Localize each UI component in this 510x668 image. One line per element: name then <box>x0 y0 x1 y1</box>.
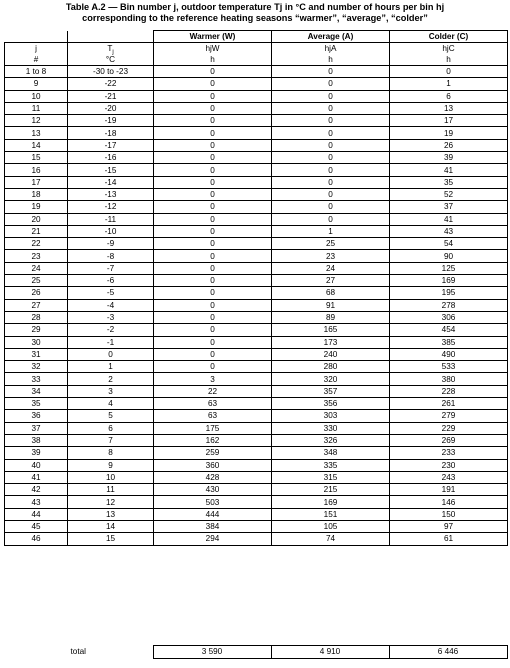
cell-hours-average: 1 <box>272 225 390 237</box>
header-hja: hjA <box>272 43 390 55</box>
header-t-subscript: j <box>112 49 114 56</box>
cell-bin-j: 42 <box>5 484 68 496</box>
cell-temperature: 8 <box>68 447 154 459</box>
table-row <box>5 90 508 102</box>
cell-hours-warmer: 0 <box>154 188 272 200</box>
cell-temperature: -12 <box>68 201 154 213</box>
table-row <box>5 447 508 459</box>
cell-hours-average: 151 <box>272 508 390 520</box>
cell-bin-j: 12 <box>5 115 68 127</box>
cell-hours-colder: 229 <box>390 422 508 434</box>
cell-hours-colder: 54 <box>390 238 508 250</box>
cell-hours-colder: 39 <box>390 152 508 164</box>
cell-temperature: -19 <box>68 115 154 127</box>
cell-bin-j: 14 <box>5 139 68 151</box>
cell-hours-average: 23 <box>272 250 390 262</box>
table-row <box>5 311 508 323</box>
cell-temperature: -21 <box>68 90 154 102</box>
cell-hours-warmer: 0 <box>154 152 272 164</box>
table-row <box>5 361 508 373</box>
cell-hours-average: 0 <box>272 188 390 200</box>
cell-temperature: 4 <box>68 398 154 410</box>
cell-hours-warmer: 0 <box>154 336 272 348</box>
unit-average: h <box>272 54 390 66</box>
cell-hours-average: 25 <box>272 238 390 250</box>
cell-hours-average: 74 <box>272 533 390 545</box>
cell-temperature: -14 <box>68 176 154 188</box>
cell-hours-average: 0 <box>272 90 390 102</box>
cell-bin-j: 33 <box>5 373 68 385</box>
cell-bin-j: 21 <box>5 225 68 237</box>
cell-hours-warmer: 0 <box>154 250 272 262</box>
table-row <box>5 78 508 90</box>
cell-hours-warmer: 0 <box>154 78 272 90</box>
cell-hours-colder: 19 <box>390 127 508 139</box>
cell-temperature: -1 <box>68 336 154 348</box>
table-row <box>5 66 508 78</box>
cell-hours-colder: 269 <box>390 434 508 446</box>
table-row <box>5 471 508 483</box>
table-row <box>5 139 508 151</box>
cell-hours-colder: 0 <box>390 66 508 78</box>
cell-temperature: 7 <box>68 434 154 446</box>
cell-temperature: -5 <box>68 287 154 299</box>
table-row <box>5 275 508 287</box>
cell-bin-j: 16 <box>5 164 68 176</box>
table-row <box>5 238 508 250</box>
header-colder: Colder (C) <box>390 31 508 43</box>
table-row <box>5 299 508 311</box>
cell-hours-average: 0 <box>272 115 390 127</box>
table-row <box>5 250 508 262</box>
cell-hours-colder: 43 <box>390 225 508 237</box>
cell-hours-warmer: 428 <box>154 471 272 483</box>
header-row-units <box>5 54 508 66</box>
total-average: 4 910 <box>271 646 389 659</box>
cell-bin-j: 25 <box>5 275 68 287</box>
cell-hours-colder: 454 <box>390 324 508 336</box>
cell-temperature: -13 <box>68 188 154 200</box>
cell-temperature: 9 <box>68 459 154 471</box>
cell-hours-average: 0 <box>272 152 390 164</box>
cell-bin-j: 1 to 8 <box>5 66 68 78</box>
total-label: total <box>70 647 86 656</box>
cell-temperature: -6 <box>68 275 154 287</box>
cell-hours-average: 0 <box>272 176 390 188</box>
cell-hours-warmer: 294 <box>154 533 272 545</box>
cell-hours-colder: 279 <box>390 410 508 422</box>
cell-hours-average: 348 <box>272 447 390 459</box>
cell-hours-average: 24 <box>272 262 390 274</box>
cell-hours-warmer: 0 <box>154 201 272 213</box>
cell-bin-j: 23 <box>5 250 68 262</box>
header-row-symbols <box>5 43 508 55</box>
cell-bin-j: 18 <box>5 188 68 200</box>
cell-hours-average: 91 <box>272 299 390 311</box>
cell-hours-average: 0 <box>272 201 390 213</box>
cell-temperature: 3 <box>68 385 154 397</box>
cell-temperature: -3 <box>68 311 154 323</box>
cell-bin-j: 39 <box>5 447 68 459</box>
cell-hours-average: 320 <box>272 373 390 385</box>
cell-temperature: -22 <box>68 78 154 90</box>
cell-hours-colder: 306 <box>390 311 508 323</box>
cell-temperature: -11 <box>68 213 154 225</box>
table-row <box>5 520 508 532</box>
table-row <box>5 213 508 225</box>
bin-hours-table-body <box>5 31 508 546</box>
header-tj <box>68 43 154 55</box>
header-hjw: hjW <box>154 43 272 55</box>
table-row <box>5 225 508 237</box>
unit-warmer: h <box>154 54 272 66</box>
cell-bin-j: 38 <box>5 434 68 446</box>
cell-hours-average: 0 <box>272 78 390 90</box>
cell-bin-j: 28 <box>5 311 68 323</box>
header-j-label: j <box>35 44 37 53</box>
cell-temperature: -7 <box>68 262 154 274</box>
table-row <box>5 201 508 213</box>
cell-bin-j: 9 <box>5 78 68 90</box>
cell-hours-warmer: 0 <box>154 299 272 311</box>
table-title-line-1: Table A.2 — Bin number j, outdoor temperature Tj in °C and number of hours per bin hj <box>65 2 445 12</box>
cell-hours-average: 356 <box>272 398 390 410</box>
cell-hours-warmer: 0 <box>154 115 272 127</box>
cell-hours-warmer: 0 <box>154 127 272 139</box>
cell-hours-warmer: 0 <box>154 324 272 336</box>
cell-temperature: -18 <box>68 127 154 139</box>
cell-hours-warmer: 0 <box>154 348 272 360</box>
cell-bin-j: 41 <box>5 471 68 483</box>
cell-hours-average: 0 <box>272 102 390 114</box>
cell-hours-colder: 261 <box>390 398 508 410</box>
cell-temperature: 11 <box>68 484 154 496</box>
cell-hours-colder: 97 <box>390 520 508 532</box>
table-row <box>5 336 508 348</box>
cell-hours-warmer: 0 <box>154 361 272 373</box>
table-title-line-2: corresponding to the reference heating seasons “warmer”, “average”, “colder” <box>82 13 428 23</box>
cell-hours-colder: 533 <box>390 361 508 373</box>
cell-hours-colder: 228 <box>390 385 508 397</box>
table-row <box>5 422 508 434</box>
cell-hours-warmer: 360 <box>154 459 272 471</box>
cell-bin-j: 22 <box>5 238 68 250</box>
cell-hours-average: 315 <box>272 471 390 483</box>
cell-bin-j: 26 <box>5 287 68 299</box>
cell-hours-average: 280 <box>272 361 390 373</box>
cell-hours-average: 105 <box>272 520 390 532</box>
table-row <box>5 434 508 446</box>
cell-temperature: 13 <box>68 508 154 520</box>
cell-hours-warmer: 0 <box>154 238 272 250</box>
cell-hours-colder: 191 <box>390 484 508 496</box>
cell-bin-j: 45 <box>5 520 68 532</box>
table-row <box>5 398 508 410</box>
cell-hours-colder: 61 <box>390 533 508 545</box>
cell-hours-average: 0 <box>272 66 390 78</box>
cell-bin-j: 27 <box>5 299 68 311</box>
cell-temperature: -20 <box>68 102 154 114</box>
cell-hours-warmer: 0 <box>154 102 272 114</box>
cell-hours-colder: 146 <box>390 496 508 508</box>
cell-hours-warmer: 0 <box>154 287 272 299</box>
table-title <box>0 2 510 24</box>
cell-temperature: -16 <box>68 152 154 164</box>
cell-temperature: -10 <box>68 225 154 237</box>
cell-hours-colder: 41 <box>390 213 508 225</box>
cell-hours-colder: 380 <box>390 373 508 385</box>
cell-bin-j: 35 <box>5 398 68 410</box>
cell-bin-j: 24 <box>5 262 68 274</box>
cell-temperature: 2 <box>68 373 154 385</box>
cell-hours-colder: 52 <box>390 188 508 200</box>
cell-hours-average: 330 <box>272 422 390 434</box>
header-average: Average (A) <box>272 31 390 43</box>
cell-hours-warmer: 22 <box>154 385 272 397</box>
cell-hours-colder: 41 <box>390 164 508 176</box>
cell-bin-j: 15 <box>5 152 68 164</box>
table-row <box>5 262 508 274</box>
cell-hours-colder: 278 <box>390 299 508 311</box>
cell-hours-average: 326 <box>272 434 390 446</box>
cell-temperature: -2 <box>68 324 154 336</box>
unit-t: °C <box>68 54 154 66</box>
cell-hours-warmer: 0 <box>154 275 272 287</box>
total-table <box>4 645 508 659</box>
cell-temperature: 14 <box>68 520 154 532</box>
cell-bin-j: 44 <box>5 508 68 520</box>
cell-hours-colder: 90 <box>390 250 508 262</box>
header-hjc: hjC <box>390 43 508 55</box>
cell-hours-warmer: 0 <box>154 311 272 323</box>
table-row <box>5 385 508 397</box>
cell-temperature: 0 <box>68 348 154 360</box>
cell-hours-warmer: 0 <box>154 139 272 151</box>
cell-bin-j: 30 <box>5 336 68 348</box>
cell-hours-colder: 37 <box>390 201 508 213</box>
cell-temperature: -17 <box>68 139 154 151</box>
cell-hours-warmer: 162 <box>154 434 272 446</box>
header-row-season <box>5 31 508 43</box>
bin-hours-table <box>4 30 508 546</box>
unit-colder: h <box>390 54 508 66</box>
cell-temperature: 10 <box>68 471 154 483</box>
cell-temperature: 5 <box>68 410 154 422</box>
table-row <box>5 188 508 200</box>
cell-hours-average: 89 <box>272 311 390 323</box>
cell-hours-warmer: 0 <box>154 225 272 237</box>
table-row <box>5 176 508 188</box>
cell-bin-j: 36 <box>5 410 68 422</box>
cell-hours-colder: 13 <box>390 102 508 114</box>
cell-hours-warmer: 0 <box>154 262 272 274</box>
table-row <box>5 164 508 176</box>
cell-temperature: -15 <box>68 164 154 176</box>
cell-bin-j: 10 <box>5 90 68 102</box>
total-warmer: 3 590 <box>153 646 271 659</box>
cell-hours-warmer: 384 <box>154 520 272 532</box>
cell-bin-j: 13 <box>5 127 68 139</box>
cell-hours-average: 357 <box>272 385 390 397</box>
cell-temperature: -8 <box>68 250 154 262</box>
cell-hours-average: 27 <box>272 275 390 287</box>
cell-hours-warmer: 0 <box>154 90 272 102</box>
cell-hours-average: 0 <box>272 127 390 139</box>
cell-hours-warmer: 0 <box>154 213 272 225</box>
cell-hours-colder: 169 <box>390 275 508 287</box>
table-row <box>5 102 508 114</box>
cell-hours-average: 165 <box>272 324 390 336</box>
table-row <box>5 324 508 336</box>
cell-hours-average: 0 <box>272 213 390 225</box>
cell-hours-warmer: 0 <box>154 164 272 176</box>
table-row <box>5 348 508 360</box>
cell-hours-warmer: 503 <box>154 496 272 508</box>
cell-hours-average: 169 <box>272 496 390 508</box>
cell-temperature: 1 <box>68 361 154 373</box>
unit-j: # <box>5 54 68 66</box>
cell-temperature: -4 <box>68 299 154 311</box>
cell-hours-average: 173 <box>272 336 390 348</box>
table-row <box>5 410 508 422</box>
cell-hours-average: 240 <box>272 348 390 360</box>
cell-hours-average: 68 <box>272 287 390 299</box>
cell-temperature: -30 to -23 <box>68 66 154 78</box>
table-row <box>5 115 508 127</box>
table-row <box>5 127 508 139</box>
cell-temperature: 12 <box>68 496 154 508</box>
cell-bin-j: 20 <box>5 213 68 225</box>
cell-hours-colder: 1 <box>390 78 508 90</box>
cell-bin-j: 43 <box>5 496 68 508</box>
cell-temperature: 15 <box>68 533 154 545</box>
cell-hours-colder: 26 <box>390 139 508 151</box>
cell-hours-warmer: 3 <box>154 373 272 385</box>
header-j <box>5 43 68 55</box>
header-warmer: Warmer (W) <box>154 31 272 43</box>
table-row <box>5 152 508 164</box>
table-row <box>5 496 508 508</box>
cell-bin-j: 40 <box>5 459 68 471</box>
cell-hours-colder: 243 <box>390 471 508 483</box>
cell-hours-warmer: 175 <box>154 422 272 434</box>
cell-hours-average: 303 <box>272 410 390 422</box>
cell-bin-j: 34 <box>5 385 68 397</box>
total-colder: 6 446 <box>389 646 507 659</box>
cell-hours-warmer: 259 <box>154 447 272 459</box>
table-row <box>5 459 508 471</box>
cell-hours-colder: 125 <box>390 262 508 274</box>
cell-hours-warmer: 444 <box>154 508 272 520</box>
total-row <box>4 646 507 659</box>
cell-hours-warmer: 0 <box>154 66 272 78</box>
cell-bin-j: 19 <box>5 201 68 213</box>
cell-hours-average: 0 <box>272 139 390 151</box>
table-row <box>5 484 508 496</box>
cell-bin-j: 11 <box>5 102 68 114</box>
cell-bin-j: 31 <box>5 348 68 360</box>
cell-temperature: -9 <box>68 238 154 250</box>
cell-hours-colder: 195 <box>390 287 508 299</box>
cell-bin-j: 37 <box>5 422 68 434</box>
table-row <box>5 287 508 299</box>
cell-hours-warmer: 63 <box>154 410 272 422</box>
cell-hours-colder: 230 <box>390 459 508 471</box>
cell-bin-j: 17 <box>5 176 68 188</box>
cell-hours-colder: 150 <box>390 508 508 520</box>
cell-bin-j: 32 <box>5 361 68 373</box>
cell-bin-j: 46 <box>5 533 68 545</box>
cell-hours-colder: 35 <box>390 176 508 188</box>
cell-hours-average: 0 <box>272 164 390 176</box>
cell-hours-warmer: 430 <box>154 484 272 496</box>
cell-hours-colder: 385 <box>390 336 508 348</box>
table-row <box>5 508 508 520</box>
cell-hours-colder: 490 <box>390 348 508 360</box>
header-empty-cell <box>5 31 68 43</box>
cell-hours-warmer: 0 <box>154 176 272 188</box>
cell-hours-colder: 233 <box>390 447 508 459</box>
cell-hours-average: 215 <box>272 484 390 496</box>
table-row <box>5 533 508 545</box>
cell-hours-warmer: 63 <box>154 398 272 410</box>
cell-temperature: 6 <box>68 422 154 434</box>
cell-hours-colder: 17 <box>390 115 508 127</box>
header-empty-cell <box>68 31 154 43</box>
header-t-label: T <box>107 44 113 53</box>
cell-hours-average: 335 <box>272 459 390 471</box>
table-row <box>5 373 508 385</box>
cell-hours-colder: 6 <box>390 90 508 102</box>
cell-bin-j: 29 <box>5 324 68 336</box>
